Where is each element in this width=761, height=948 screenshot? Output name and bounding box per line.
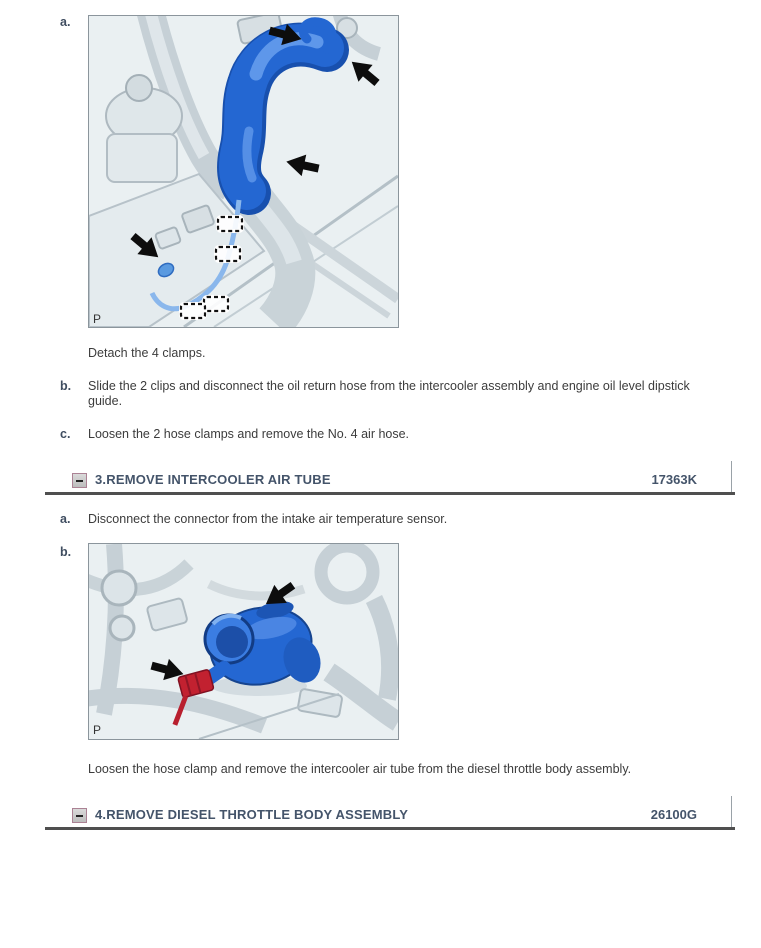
step-caption-b2: Loosen the hose clamp and remove the intercooler air tube from the diesel throttle body assembly. [88,762,632,776]
procedure-4-code: 26100G [650,807,697,822]
step-text-a2: Disconnect the connector from the intake air temperature sensor. [88,512,448,526]
figure-watermark-p: P [93,312,102,326]
collapse-section-3-button[interactable] [72,473,87,488]
engine-illustration-air-hose [89,16,398,327]
procedure-3-title: 3.REMOVE INTERCOOLER AIR TUBE [95,472,331,487]
step-text-b: Slide the 2 clips and disconnect the oil return hose from the intercooler assembly and engine oil level dipstick guide. [88,379,690,408]
header-right-border [731,461,732,492]
section-divider-rule [45,827,735,830]
section-divider-rule [45,492,735,495]
intercooler-air-tube-figure [88,543,399,740]
step-letter-b2: b. [60,545,72,559]
collapse-section-4-button[interactable] [72,808,87,823]
step-letter-c: c. [60,427,71,441]
minus-icon [76,815,83,817]
minus-icon [76,480,83,482]
step-letter-b: b. [60,379,72,393]
step-caption: Detach the 4 clamps. [88,346,206,360]
step-letter-a2: a. [60,512,71,526]
figure-watermark-p: P [93,723,102,737]
procedure-4-title: 4.REMOVE DIESEL THROTTLE BODY ASSEMBLY [95,807,409,822]
step-letter-a: a. [60,15,71,29]
procedure-3-code: 17363K [651,472,697,487]
header-right-border [731,796,732,827]
intercooler-air-hose-figure [88,15,399,328]
engine-illustration-air-tube [89,544,398,739]
step-text-c: Loosen the 2 hose clamps and remove the No. 4 air hose. [88,427,410,441]
